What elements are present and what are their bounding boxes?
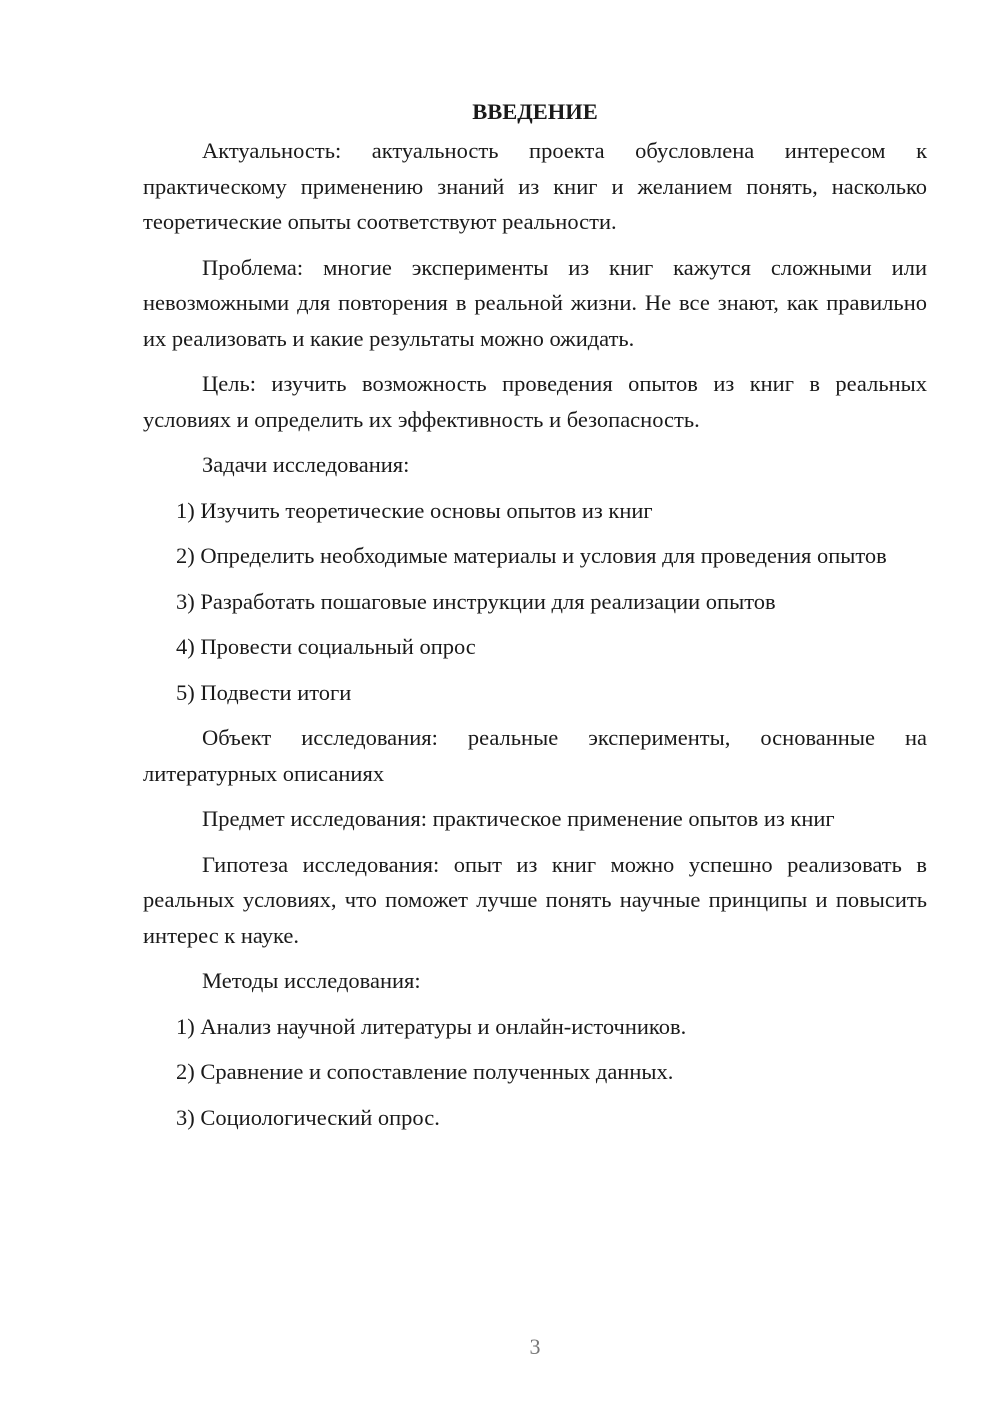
method-item: 3) Социологический опрос. bbox=[176, 1104, 440, 1130]
task-item: 5) Подвести итоги bbox=[176, 679, 352, 705]
methods-title: Методы исследования: bbox=[202, 968, 421, 993]
task-item: 3) Разработать пошаговые инструкции для реализации опытов bbox=[176, 588, 776, 614]
task-item: 1) Изучить теоретические основы опытов из книг bbox=[176, 497, 653, 523]
tasks-title: Задачи исследования: bbox=[202, 452, 410, 477]
task-item: 2) Определить необходимые материалы и условия для проведения опытов bbox=[176, 543, 887, 568]
section-heading: ВВЕДЕНИЕ bbox=[472, 99, 598, 124]
page-number: 3 bbox=[529, 1334, 541, 1359]
task-item: 4) Провести социальный опрос bbox=[176, 634, 476, 659]
goal-paragraph: Цель: изучить возможность проведения опытов из книг в реальных условиях и определить их эффективность и безопасность. bbox=[143, 371, 927, 432]
relevance-paragraph: Актуальность: актуальность проекта обусловлена интересом к практическому применению знаний из книг и желанием понять, насколько теоретические опыты соответствуют реальности. bbox=[143, 138, 927, 234]
method-item: 1) Анализ научной литературы и онлайн-источников. bbox=[176, 1013, 687, 1039]
method-item: 2) Сравнение и сопоставление полученных данных. bbox=[176, 1059, 674, 1084]
hypothesis-paragraph: Гипотеза исследования: опыт из книг можно успешно реализовать в реальных условиях, что поможет лучше понять научные принципы и повысить интерес к науке. bbox=[143, 851, 927, 948]
subject-paragraph: Предмет исследования: практическое применение опытов из книг bbox=[202, 806, 835, 831]
object-paragraph: Объект исследования: реальные эксперименты, основанные на литературных описаниях bbox=[143, 725, 927, 786]
page-content bbox=[143, 96, 927, 1145]
problem-paragraph: Проблема: многие эксперименты из книг кажутся сложными или невозможными для повторения в реальной жизни. Не все знают, как правильно их реализовать и какие результаты можно ожидать. bbox=[143, 254, 927, 351]
